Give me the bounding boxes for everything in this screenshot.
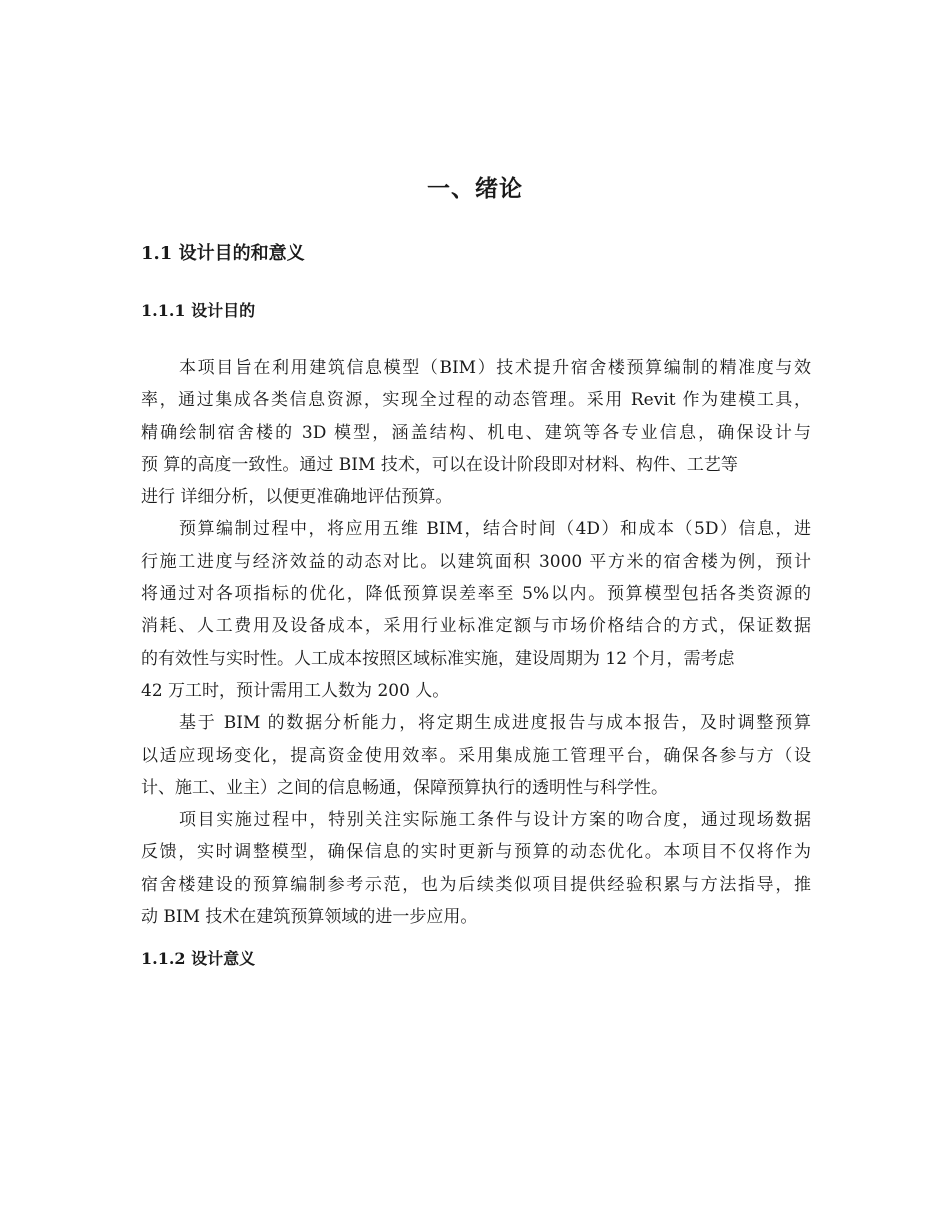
paragraph: [141, 513, 811, 707]
paragraph: [141, 804, 811, 933]
paragraph: [141, 707, 811, 804]
text-line: 将通过对各项指标的优化，降低预算误差率至 5%以内。预算模型包括各类资源的: [141, 584, 811, 605]
text-line: 的有效性与实时性。人工成本按照区域标准实施，建设周期为 12 个月，需考虑: [141, 648, 735, 669]
text-line: 预 算的高度一致性。通过 BIM 技术，可以在设计阶段即对材料、构件、工艺等: [141, 454, 738, 475]
text-line: 项目实施过程中，特别关注实际施工条件与设计方案的吻合度，通过现场数据: [179, 810, 811, 831]
section-heading: 1.1 设计目的和意义: [141, 243, 305, 264]
subsection-heading-purpose: 1.1.1 设计目的: [141, 301, 256, 320]
paragraph: [141, 352, 811, 513]
body-text: [141, 352, 811, 933]
text-line: 预算编制过程中，将应用五维 BIM，结合时间（4D）和成本（5D）信息，进: [179, 519, 811, 540]
text-line: 行施工进度与经济效益的动态对比。以建筑面积 3000 平方米的宿舍楼为例，预计: [141, 551, 811, 572]
subsection-heading-significance: 1.1.2 设计意义: [141, 949, 256, 968]
text-line: 宿舍楼建设的预算编制参考示范，也为后续类似项目提供经验积累与方法指导，推: [141, 874, 811, 895]
text-line: 基于 BIM 的数据分析能力，将定期生成进度报告与成本报告，及时调整预算: [179, 713, 811, 734]
text-line: 计、施工、业主）之间的信息畅通，保障预算执行的透明性与科学性。: [141, 777, 668, 798]
text-line: 42 万工时，预计需用工人数为 200 人。: [141, 680, 450, 701]
text-line: 率，通过集成各类信息资源，实现全过程的动态管理。采用 Revit 作为建模工具，: [141, 390, 811, 411]
text-line: 反馈，实时调整模型，确保信息的实时更新与预算的动态优化。本项目不仅将作为: [141, 842, 811, 863]
chapter-title: 一、绪论: [427, 175, 523, 202]
text-line: 本项目旨在利用建筑信息模型（BIM）技术提升宿舍楼预算编制的精准度与效: [179, 358, 811, 378]
text-line: 以适应现场变化，提高资金使用效率。采用集成施工管理平台，确保各参与方（设: [141, 745, 811, 766]
text-line: 精确绘制宿舍楼的 3D 模型，涵盖结构、机电、建筑等各专业信息，确保设计与: [141, 422, 811, 443]
text-line: 消耗、人工费用及设备成本，采用行业标准定额与市场价格结合的方式，保证数据: [141, 616, 811, 637]
text-line: 动 BIM 技术在建筑预算领域的进一步应用。: [141, 907, 478, 928]
text-line: 进行 详细分析，以便更准确地评估预算。: [141, 487, 453, 508]
